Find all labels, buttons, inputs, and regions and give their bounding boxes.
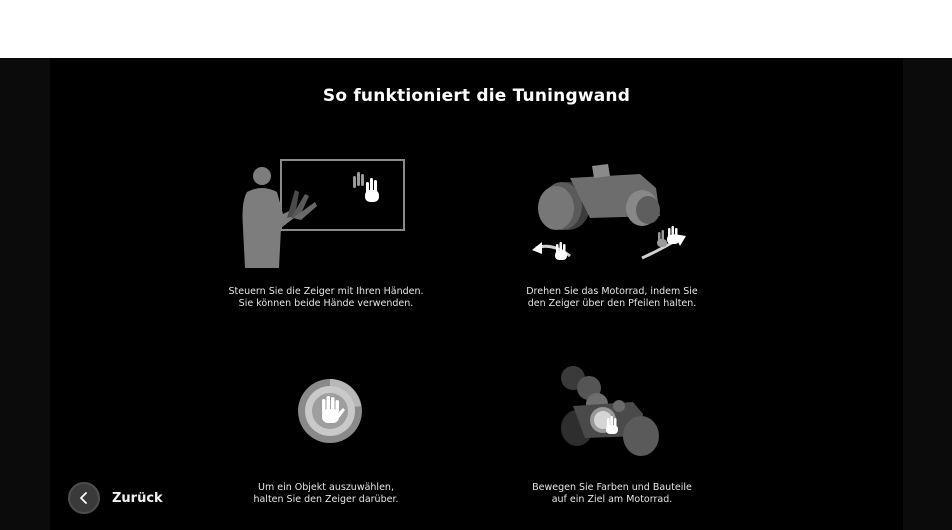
top-white-bar (0, 0, 952, 58)
page-title: So funktioniert die Tuningwand (322, 86, 631, 106)
chevron-left-icon (78, 491, 90, 505)
back-button-circle[interactable] (68, 482, 100, 514)
tuning-wall-screen (0, 58, 952, 530)
step-3-caption: Um ein Objekt auszuwählen, halten Sie den Zeiger darüber. (253, 482, 399, 505)
hold-to-select-icon (297, 378, 363, 444)
back-button-label[interactable]: Zurück (112, 490, 163, 506)
instructions-panel (50, 58, 903, 530)
step-4-caption: Bewegen Sie Farben und Bauteile auf ein Ziel am Motorrad. (532, 482, 692, 505)
step-1-caption: Steuern Sie die Zeiger mit Ihren Händen. Sie können beide Hände verwenden. (228, 286, 424, 309)
back-button[interactable] (68, 480, 163, 516)
rotate-motorcycle-icon (530, 158, 690, 268)
step-2-caption: Drehen Sie das Motorrad, indem Sie den Zeiger über den Pfeilen halten. (526, 286, 698, 309)
drag-color-onto-motorcycle-icon (555, 362, 665, 462)
person-pointing-at-screen-icon (235, 156, 410, 270)
